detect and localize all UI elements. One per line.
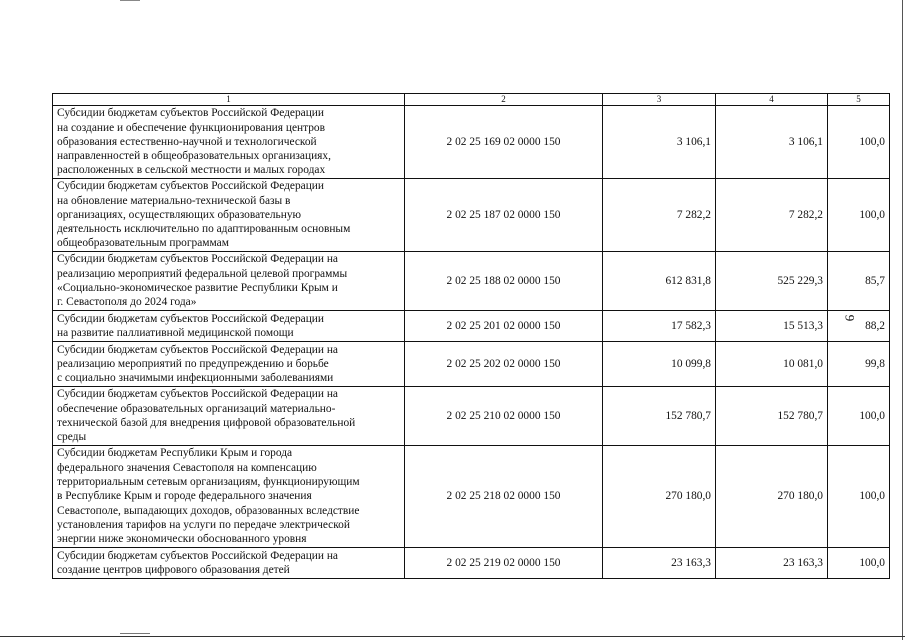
- row-plan: 7 282,2: [603, 179, 716, 252]
- column-header: 5: [828, 94, 890, 106]
- row-code: 2 02 25 218 02 0000 150: [405, 446, 603, 548]
- row-fact: 270 180,0: [716, 446, 828, 548]
- scan-bottom-rule: [0, 636, 905, 637]
- row-fact: 23 163,3: [716, 548, 828, 579]
- table-row: [53, 342, 890, 387]
- row-plan: 270 180,0: [603, 446, 716, 548]
- row-name: Субсидии бюджетам субъектов Российской Федерации на создание центров цифрового образования детей: [53, 548, 405, 579]
- row-code: 2 02 25 169 02 0000 150: [405, 106, 603, 179]
- row-plan: 612 831,8: [603, 252, 716, 311]
- row-code: 2 02 25 210 02 0000 150: [405, 387, 603, 446]
- table-row: [53, 446, 890, 548]
- row-fact: 525 229,3: [716, 252, 828, 311]
- table-row: [53, 179, 890, 252]
- row-name: Субсидии бюджетам субъектов Российской Федерации на создание и обеспечение функционирования центров образования естественно-научной и технологической направленностей в общеобразовательных организациях, расположенных в сельской местности и малых городах: [53, 106, 405, 179]
- scan-right-edge: [902, 0, 903, 640]
- row-fact: 3 106,1: [716, 106, 828, 179]
- row-percent: 99,8: [828, 342, 890, 387]
- subsidies-table: [52, 93, 890, 579]
- row-percent: 100,0: [828, 387, 890, 446]
- row-percent: 100,0: [828, 548, 890, 579]
- table-row: [53, 387, 890, 446]
- row-name: Субсидии бюджетам Республики Крым и города федерального значения Севастополя на компенсацию территориальным сетевым организациям, функционирующим в Республике Крым и городе федерального значения Севастополе, выпадающих доходов, образованных вследствие установления тарифов на услуги по передаче электрической энергии ниже экономически обоснованного уровня: [53, 446, 405, 548]
- row-name: Субсидии бюджетам субъектов Российской Федерации на развитие паллиативной медицинской помощи: [53, 311, 405, 342]
- row-fact: 152 780,7: [716, 387, 828, 446]
- row-plan: 10 099,8: [603, 342, 716, 387]
- scan-top-mark: [120, 0, 140, 1]
- row-code: 2 02 25 202 02 0000 150: [405, 342, 603, 387]
- column-header: 4: [716, 94, 828, 106]
- page-number: 9: [842, 314, 858, 322]
- row-name: Субсидии бюджетам субъектов Российской Федерации на реализацию мероприятий федеральной целевой программы «Социально-экономическое развитие Республики Крым и г. Севастополя до 2024 года»: [53, 252, 405, 311]
- row-name: Субсидии бюджетам субъектов Российской Федерации на обновление материально-технической базы в организациях, осуществляющих образовательную деятельность исключительно по адаптированным основным общеобразовательным программам: [53, 179, 405, 252]
- row-code: 2 02 25 187 02 0000 150: [405, 179, 603, 252]
- row-percent: 100,0: [828, 446, 890, 548]
- row-fact: 7 282,2: [716, 179, 828, 252]
- row-code: 2 02 25 219 02 0000 150: [405, 548, 603, 579]
- column-header: 2: [405, 94, 603, 106]
- row-code: 2 02 25 201 02 0000 150: [405, 311, 603, 342]
- row-fact: 15 513,3: [716, 311, 828, 342]
- table-header-row: [53, 94, 890, 106]
- row-name: Субсидии бюджетам субъектов Российской Федерации на обеспечение образовательных организаций материально- технической базой для внедрения цифровой образовательной среды: [53, 387, 405, 446]
- column-header: 3: [603, 94, 716, 106]
- row-percent: 88,2: [828, 311, 890, 342]
- table-row: [53, 311, 890, 342]
- row-name: Субсидии бюджетам субъектов Российской Федерации на реализацию мероприятий по предупреждению и борьбе с социально значимыми инфекционными заболеваниями: [53, 342, 405, 387]
- column-header: 1: [53, 94, 405, 106]
- table-row: [53, 252, 890, 311]
- table-row: [53, 106, 890, 179]
- row-plan: 152 780,7: [603, 387, 716, 446]
- row-percent: 100,0: [828, 106, 890, 179]
- scan-bottom-tick: [120, 633, 150, 634]
- row-percent: 85,7: [828, 252, 890, 311]
- table-row: [53, 548, 890, 579]
- row-fact: 10 081,0: [716, 342, 828, 387]
- row-plan: 17 582,3: [603, 311, 716, 342]
- row-plan: 23 163,3: [603, 548, 716, 579]
- row-code: 2 02 25 188 02 0000 150: [405, 252, 603, 311]
- row-plan: 3 106,1: [603, 106, 716, 179]
- row-percent: 100,0: [828, 179, 890, 252]
